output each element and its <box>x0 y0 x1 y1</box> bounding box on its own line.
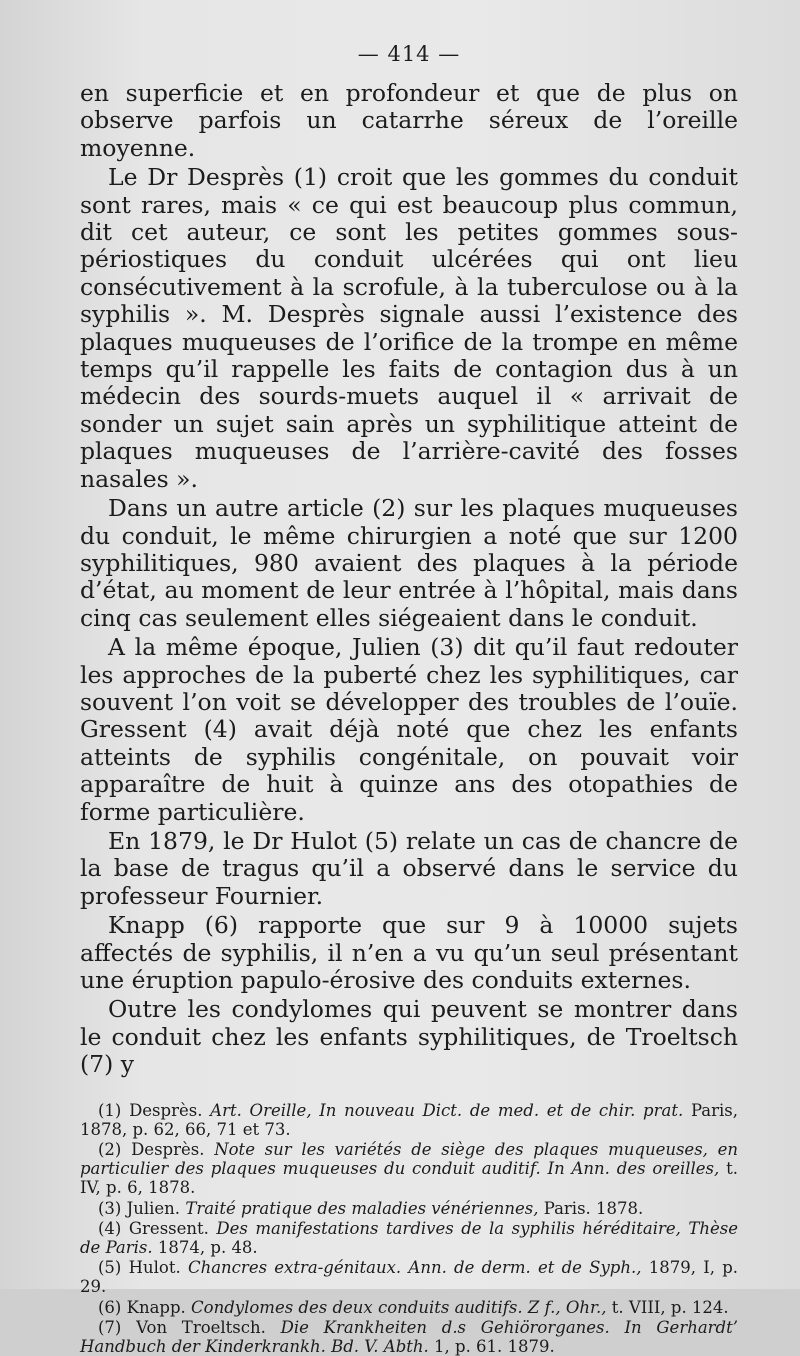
paragraph: En 1879, le Dr Hulot (5) relate un cas de chancre de la base de tragus qu’il a observé dans le service du professeur Fournier. <box>80 826 738 910</box>
footnote-author: (6) Knapp. <box>98 1297 186 1317</box>
footnote-author: (7) Von Troeltsch. <box>98 1317 266 1337</box>
footnote-title: Die Krankheiten d.s Gehiörorganes. In Gerhardt’ Handbuch der Kinderkrankh. Bd. V. Abth. <box>80 1317 738 1356</box>
footnote-ref: t. IV, p. 6, 1878. <box>80 1159 738 1198</box>
footnote <box>80 1199 738 1218</box>
footnote-author: (1) Desprès. <box>98 1100 203 1120</box>
footnote-ref: Paris. 1878. <box>543 1198 644 1218</box>
footnote-author: (5) Hulot. <box>98 1258 181 1278</box>
paragraph: Dans un autre article (2) sur les plaques muqueuses du conduit, le même chirurgien a noté que sur 1200 syphilitiques, 980 avaient des plaques à la période d’état, au moment de leur entrée à l’hôpital, mais dans cinq cas seulement elles siégeaient dans le conduit. <box>80 494 738 632</box>
footnote-author: (2) Desprès. <box>98 1140 205 1160</box>
footnote-title: Condylomes des deux conduits auditifs. Z f., Ohr., <box>191 1297 607 1317</box>
footnote-ref: 1, p. 61. 1879. <box>434 1337 555 1356</box>
footnote <box>80 1140 738 1198</box>
footnote <box>80 1318 738 1356</box>
paragraph: en superficie et en profondeur et que de plus on observe parfois un catarrhe séreux de l’oreille moyenne. <box>80 79 738 162</box>
footnote <box>80 1101 738 1139</box>
footnote-author: (3) Julien. <box>98 1198 181 1218</box>
footnote <box>80 1298 738 1317</box>
footnote-author: (4) Gressent. <box>98 1218 209 1238</box>
footnote-title: Art. Oreille, In nouveau Dict. de med. et de chir. prat. <box>210 1100 684 1120</box>
paragraph: Le Dr Desprès (1) croit que les gommes du conduit sont rares, mais « ce qui est beaucoup plus commun, dit cet auteur, ce sont les petites gommes sous-périostiques du conduit ulcérées qui ont lieu consécutivement à la scrofule, à la tuberculose ou à la syphilis ». M. Desprès signale aussi l’existence des plaques muqueuses de l’orifice de la trompe en même temps qu’il rappelle les faits de contagion dus à un médecin des sourds-muets auquel il « arrivait de sonder un sujet sain après un syphilitique atteint de plaques muqueuses de l’arrière-cavité des fosses nasales ». <box>80 163 738 493</box>
paragraph: Outre les condylomes qui peuvent se montrer dans le conduit chez les enfants syphilitiques, de Troeltsch (7) y <box>80 995 738 1079</box>
paragraph: A la même époque, Julien (3) dit qu’il faut redouter les approches de la puberté chez les syphilitiques, car souvent l’on voit se développer des troubles de l’ouïe. Gressent (4) avait déjà noté que chez les enfants atteints de syphilis congénitale, on pouvait voir apparaître de huit à quinze ans des otopathies de forme particulière. <box>80 633 738 826</box>
footnote <box>80 1258 738 1296</box>
footnote-ref: 1874, p. 48. <box>157 1238 258 1258</box>
footnote-ref: t. VIII, p. 124. <box>611 1297 729 1317</box>
footnotes <box>80 1101 738 1356</box>
paragraph: Knapp (6) rapporte que sur 9 à 10000 sujets affectés de syphilis, il n’en a vu qu’un seul présentant une éruption papulo-érosive des conduits externes. <box>80 911 738 994</box>
footnote-ref: Paris, 1878, p. 62, 66, 71 et 73. <box>80 1100 739 1139</box>
footnote-title: Note sur les variétés de siège des plaques muqueuses, en particulier des plaques muqueuses du conduit auditif. In Ann. des oreilles, <box>80 1140 738 1179</box>
footnote-ref: 1879, I, p. 29. <box>80 1258 739 1297</box>
footnote-title: Traité pratique des maladies vénériennes, <box>185 1198 539 1218</box>
page-number: — 414 — <box>357 42 461 66</box>
footnote <box>80 1219 738 1257</box>
footnote-title: Chancres extra-génitaux. Ann. de derm. et de Syph., <box>187 1258 642 1278</box>
body-text <box>80 80 738 1079</box>
footnote-title: Des manifestations tardives de la syphilis héréditaire, Thèse de Paris. <box>80 1218 739 1258</box>
